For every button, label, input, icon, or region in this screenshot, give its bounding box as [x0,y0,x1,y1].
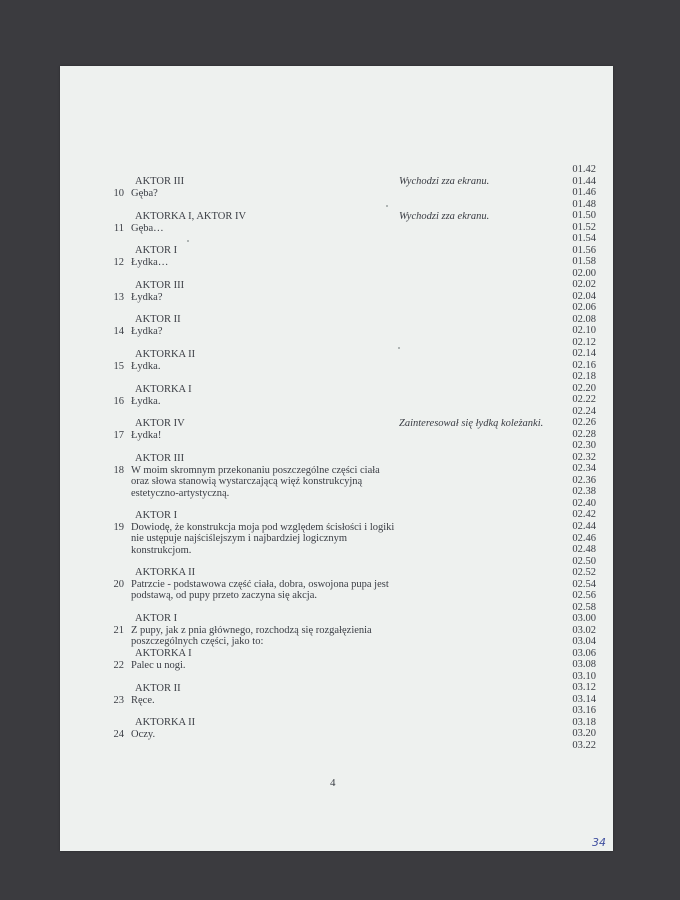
script-entry [112,683,532,706]
timecode: 02.28 [572,428,596,440]
timecode: 02.46 [572,532,596,544]
dialogue-line: Palec u nogi. [131,659,186,671]
line-number: 21 [113,624,124,636]
timecode: 02.08 [572,313,596,325]
timecode: 02.42 [572,509,596,521]
line-number: 14 [113,325,124,337]
timecode: 02.36 [572,474,596,486]
stage-direction: Zainteresował się łydką koleżanki. [399,418,544,429]
script-entry [112,314,532,337]
timecode: 03.20 [572,728,596,740]
script-entry [112,211,532,234]
timecode: 03.18 [572,716,596,728]
script-entry [112,245,532,268]
script-entry [112,349,532,372]
line-number: 11 [113,222,124,234]
dialogue-line: Z pupy, jak z pnia głównego, rozchodzą się rozgałęzienia [131,624,372,636]
timecode: 01.44 [572,175,596,187]
timecode: 02.20 [572,382,596,394]
speaker-name: AKTORKA I [135,648,192,659]
script-entry [112,567,532,602]
timecode: 02.12 [572,336,596,348]
timecode: 02.26 [572,417,596,429]
script-entry [112,384,532,407]
page-number: 4 [330,777,336,789]
timecode: 02.02 [572,279,596,291]
line-number: 13 [113,291,124,303]
timecode: 03.00 [572,613,596,625]
handwritten-folio-number: 34 [592,836,606,849]
timecode: 01.46 [572,187,596,199]
timecode: 02.18 [572,371,596,383]
dialogue-line: Łydka. [131,360,161,372]
dialogue-line: W moim skromnym przekonaniu poszczególne części ciała [131,464,380,476]
dialogue-line: podstawą, od pupy przeto zaczyna się akcja. [131,590,318,602]
dialogue-line: Oczy. [131,728,156,740]
speaker-name: AKTORKA II [135,567,196,578]
timecode: 02.16 [572,359,596,371]
dialogue-line: Łydka! [131,429,162,441]
line-number: 19 [113,521,124,533]
speaker-name: AKTOR I [135,510,178,521]
dialogue-line: Łydka… [131,256,169,268]
line-number: 10 [113,187,124,199]
timecode: 03.02 [572,624,596,636]
dialogue-line: Dowiodę, że konstrukcja moja pod względem ścisłości i logiki [131,521,395,533]
line-number: 22 [113,659,124,671]
script-entry [112,453,532,499]
timecode: 02.06 [572,302,596,314]
speaker-name: AKTOR III [135,176,185,187]
timecode: 02.52 [572,567,596,579]
paper-speck [398,347,400,349]
timecode: 02.30 [572,440,596,452]
timecode: 02.32 [572,451,596,463]
timecode: 01.42 [572,164,596,175]
timecode-column [556,164,596,751]
line-number: 18 [113,464,124,476]
script-entry [112,613,532,648]
line-number: 24 [113,728,124,740]
timecode: 02.40 [572,497,596,509]
timecode: 02.56 [572,590,596,602]
dialogue-line: nie ustępuje najściślejszym i najbardziej logicznym [131,533,348,545]
timecode: 02.38 [572,486,596,498]
script-entry [112,280,532,303]
line-number: 20 [113,578,124,590]
speaker-name: AKTOR I [135,245,178,256]
timecode: 03.22 [572,739,596,751]
speaker-name: AKTORKA II [135,349,196,360]
speaker-name: AKTOR II [135,683,181,694]
timecode: 02.10 [572,325,596,337]
script-entry [112,510,532,556]
speaker-name: AKTOR II [135,314,181,325]
timecode: 01.50 [572,210,596,222]
speaker-name: AKTORKA I, AKTOR IV [135,211,247,222]
script-entry [112,648,532,671]
dialogue-line: konstrukcjom. [131,544,192,556]
script-entry [112,418,544,441]
script-entry [112,717,532,740]
timecode: 01.48 [572,198,596,210]
dialogue-line: poszczególnych części, jako to: [131,636,264,648]
speaker-name: AKTORKA II [135,717,196,728]
speaker-name: AKTORKA I [135,384,192,395]
timecode: 01.56 [572,244,596,256]
paper-speck [386,205,388,207]
speaker-name: AKTOR IV [135,418,185,429]
timecode: 02.50 [572,555,596,567]
dialogue-line: estetyczno-artystyczną. [131,487,230,499]
line-number: 17 [113,429,124,441]
dialogue-line: Gęba… [131,222,164,234]
dialogue-line: Patrzcie - podstawowa część ciała, dobra, oswojona pupa jest [131,578,389,590]
timecode: 03.04 [572,636,596,648]
dialogue-line: Ręce. [131,694,155,706]
dialogue-line: Gęba? [131,187,158,199]
stage-direction: Wychodzi zza ekranu. [399,176,490,187]
line-number: 12 [113,256,124,268]
speaker-name: AKTOR III [135,280,185,291]
stage-direction: Wychodzi zza ekranu. [399,211,490,222]
timecode: 02.58 [572,601,596,613]
line-number: 16 [113,395,124,407]
script-entry [112,176,532,199]
timecode: 02.44 [572,520,596,532]
paper-speck [187,240,189,242]
dialogue-line: Łydka. [131,395,161,407]
timecode: 01.54 [572,233,596,245]
timecode: 02.14 [572,348,596,360]
timecode: 02.04 [572,290,596,302]
timecode: 02.00 [572,267,596,279]
timecode: 03.14 [572,693,596,705]
dialogue-line: Łydka? [131,291,163,303]
timecode: 02.54 [572,578,596,590]
dialogue-line: Łydka? [131,325,163,337]
line-number: 15 [113,360,124,372]
timecode: 03.10 [572,670,596,682]
timecode: 01.52 [572,221,596,233]
timecode: 03.16 [572,705,596,717]
timecode: 03.06 [572,647,596,659]
speaker-name: AKTOR III [135,453,185,464]
timecode: 02.48 [572,544,596,556]
line-number: 23 [113,694,124,706]
timecode: 03.12 [572,682,596,694]
timecode: 02.24 [572,405,596,417]
timecode: 02.34 [572,463,596,475]
dialogue-line: oraz słowa stanowią wystarczającą więź konstrukcyjną [131,476,363,488]
timecode: 02.22 [572,394,596,406]
speaker-name: AKTOR I [135,613,178,624]
timecode: 01.58 [572,256,596,268]
timecode: 03.08 [572,659,596,671]
